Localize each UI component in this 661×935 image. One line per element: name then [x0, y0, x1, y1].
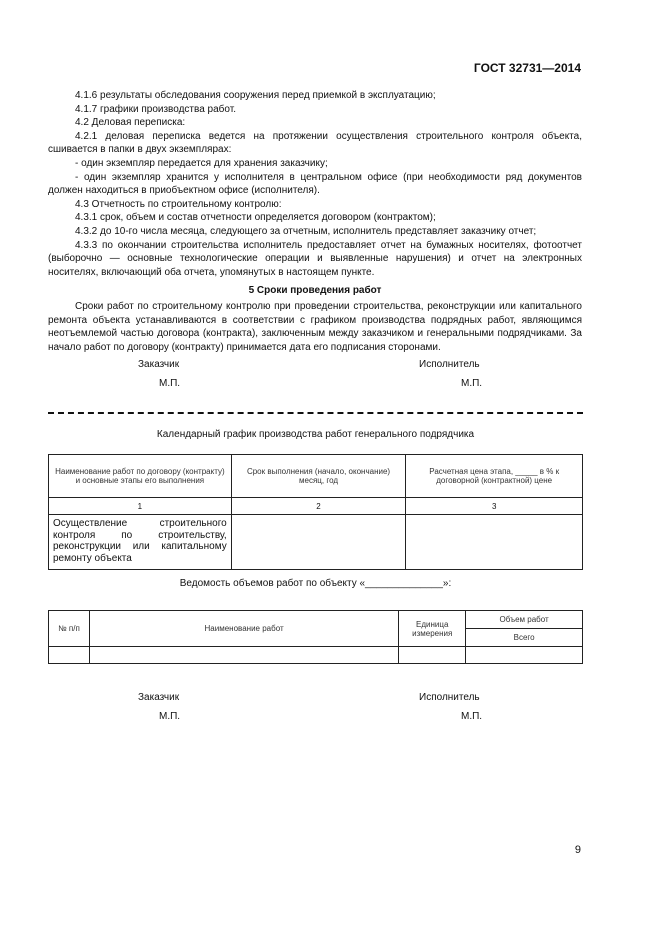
- paragraph: 4.1.6 результаты обследования сооружения перед приемкой в эксплуатацию;: [75, 90, 436, 101]
- customer-label: Заказчик: [138, 692, 180, 703]
- volumes-caption: Ведомость объемов работ по объекту «______________»:: [179, 578, 452, 589]
- paragraph: 4.3.1 срок, объем и состав отчетности определяется договором (контрактом);: [75, 212, 436, 224]
- paragraph: 4.1.7 графики производства работ.: [75, 103, 236, 115]
- page-number: 9: [574, 844, 581, 856]
- customer-stamp: М.П.: [159, 711, 181, 722]
- column-number: 2: [231, 498, 406, 515]
- paragraph: - один экземпляр хранится у исполнителя в центральном офисе (при необходимости ряд документов должен находиться в приобъектном офисе (исполнителя).: [48, 171, 582, 197]
- paragraph: 4.3 Отчетность по строительному контролю:: [75, 198, 282, 210]
- contractor-stamp: М.П.: [461, 378, 483, 389]
- schedule-row-price: [406, 515, 583, 570]
- schedule-header-term: Срок выполнения (начало, окончание) месяц, год: [231, 455, 406, 498]
- volumes-header-unit: Единица измерения: [399, 611, 466, 647]
- schedule-caption: Календарный график производства работ генерального подрядчика: [156, 429, 475, 440]
- volumes-header-name: Наименование работ: [89, 611, 398, 647]
- standard-header: ГОСТ 32731—2014: [473, 61, 581, 75]
- volumes-empty-cell: [466, 647, 583, 664]
- volumes-empty-cell: [399, 647, 466, 664]
- volumes-empty-cell: [49, 647, 90, 664]
- volumes-table: [48, 610, 583, 664]
- schedule-header-work: Наименование работ по договору (контракту) и основные этапы его выполнения: [49, 455, 232, 498]
- paragraph: 4.2 Деловая переписка:: [75, 117, 186, 129]
- column-number: 1: [49, 498, 232, 515]
- paragraph: 4.3.3 по окончании строительства исполнитель предоставляет отчет на бумажных носителях, фотоотчет (выборочно — основные технологические операции и выявленные нарушения) и отчет на электронных носителях, включающий оба отчета, упомянутых в настоящем пункте.: [48, 239, 582, 278]
- customer-label: Заказчик: [138, 359, 180, 370]
- section-title: 5 Сроки проведения работ: [248, 285, 382, 297]
- volumes-header-volume: Объем работ: [466, 611, 583, 629]
- paragraph: 4.2.1 деловая переписка ведется на протяжении осуществления строительного контроля объекта, сшивается в папки в двух экземплярах:: [48, 130, 582, 156]
- contractor-stamp: М.П.: [461, 711, 483, 722]
- paragraph: - один экземпляр передается для хранения заказчику;: [75, 157, 328, 169]
- volumes-empty-cell: [89, 647, 398, 664]
- cut-line: [48, 412, 583, 414]
- schedule-row-term: [231, 515, 406, 570]
- schedule-header-price: Расчетная цена этапа, _____ в % к договорной (контрактной) цене: [406, 455, 583, 498]
- schedule-row-work: Осуществление строительного контроля по строительству, реконструкции или капитальному ремонту объекта: [49, 515, 232, 570]
- section-text: Сроки работ по строительному контролю при проведении строительства, реконструкции или капитального ремонта объекта устанавливаются в соответствии с графиком производства подрядных работ, являющимся неотъемлемой частью договора (контракта), заключенным между заказчиком и генеральными подрядчиками. За начало работ по договору (контракту) принимается дата его подписания сторонами.: [48, 300, 582, 353]
- document-body: [48, 89, 582, 354]
- customer-stamp: М.П.: [159, 378, 181, 389]
- schedule-table: [48, 454, 583, 570]
- contractor-label: Исполнитель: [419, 359, 480, 370]
- contractor-label: Исполнитель: [419, 692, 480, 703]
- column-number: 3: [406, 498, 583, 515]
- volumes-header-total: Всего: [466, 629, 583, 647]
- paragraph: 4.3.2 до 10-го числа месяца, следующего за отчетным, исполнитель представляет заказчику отчет;: [75, 225, 537, 237]
- volumes-header-num: № п/п: [49, 611, 90, 647]
